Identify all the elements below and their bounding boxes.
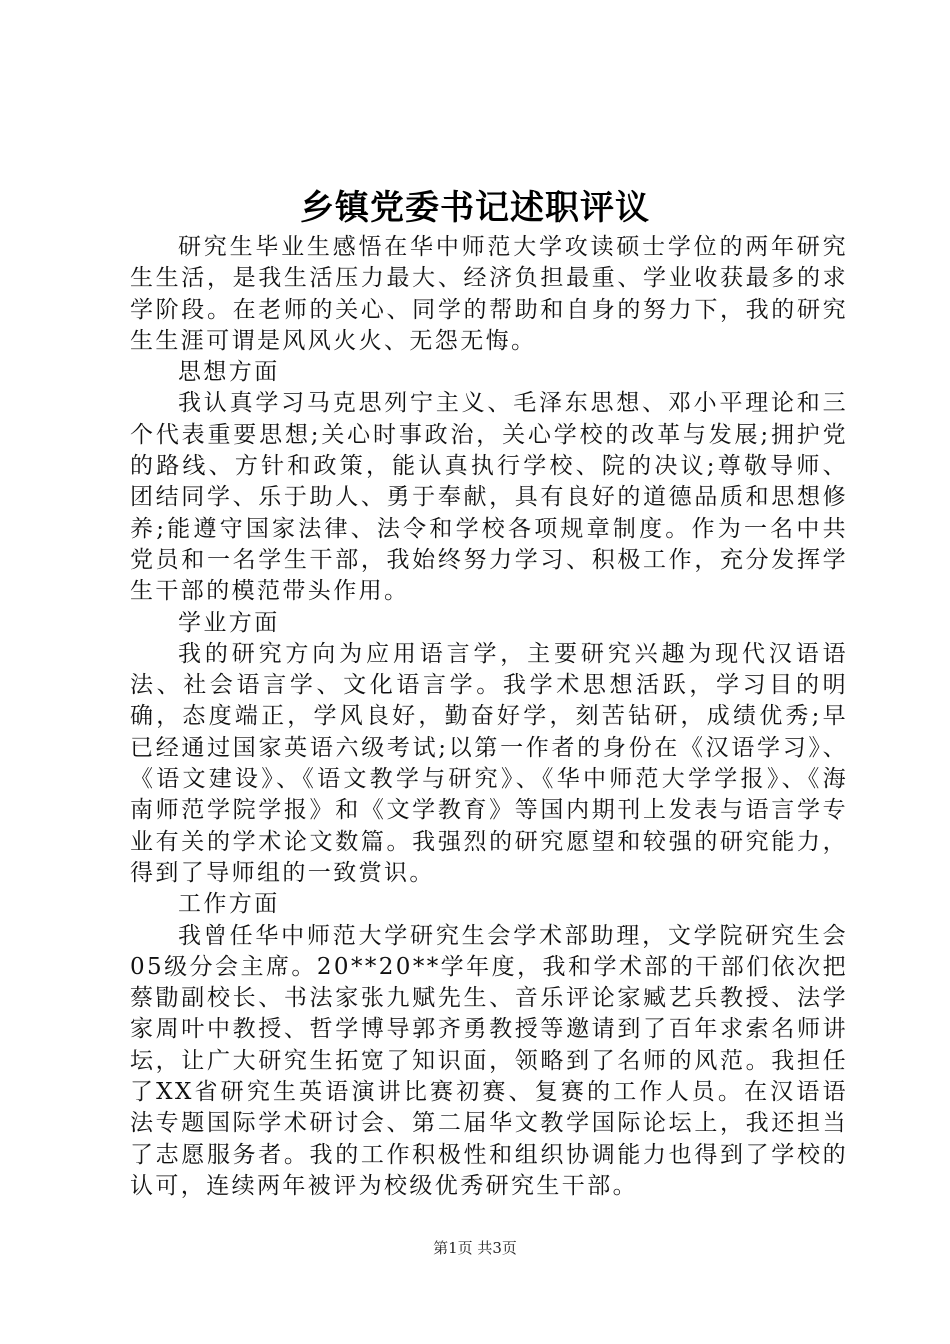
section-heading-work: 工作方面 (178, 891, 280, 918)
document-title: 乡镇党委书记述职评议 (300, 188, 650, 228)
paragraph-study: 我的研究方向为应用语言学，主要研究兴趣为现代汉语语法、社会语言学、文化语言学。我学术思想活跃，学习目的明确，态度端正，学风良好，勤奋好学，刻苦钻研，成绩优秀;早已经通过国家英语六级考试;以第一作者的身份在《汉语学习》、《语文建设》、《语文教学与研究》、《华中师范大学学报》、《海南师范学院学报》和《文学教育》等国内期刊上发表与语言学专业有关的学术论文数篇。我强烈的研究愿望和较强的研究能力，得到了导师组的一致赏识。 (130, 640, 848, 886)
paragraph-work: 我曾任华中师范大学研究生会学术部助理，文学院研究生会05级分会主席。20**20**学年度，我和学术部的干部们依次把蔡勖副校长、书法家张九赋先生、音乐评论家臧艺兵教授、法学家周叶中教授、哲学博导郭齐勇教授等邀请到了百年求索名师讲坛，让广大研究生拓宽了知识面，领略到了名师的风范。我担任了XX省研究生英语演讲比赛初赛、复赛的工作人员。在汉语语法专题国际学术研讨会、第二届华文教学国际论坛上，我还担当了志愿服务者。我的工作积极性和组织协调能力也得到了学校的认可，连续两年被评为校级优秀研究生干部。 (130, 922, 848, 1199)
paragraph-thought: 我认真学习马克思列宁主义、毛泽东思想、邓小平理论和三个代表重要思想;关心时事政治，关心学校的改革与发展;拥护党的路线、方针和政策，能认真执行学校、院的决议;尊敬导师、团结同学、乐于助人、勇于奉献，具有良好的道德品质和思想修养;能遵守国家法律、法令和学校各项规章制度。作为一名中共党员和一名学生干部，我始终努力学习、积极工作，充分发挥学生干部的模范带头作用。 (130, 390, 848, 605)
page-number-footer: 第1页 共3页 (433, 1239, 517, 1257)
section-heading-thought: 思想方面 (178, 359, 280, 386)
paragraph-intro: 研究生毕业生感悟在华中师范大学攻读硕士学位的两年研究生生活，是我生活压力最大、经济负担最重、学业收获最多的求学阶段。在老师的关心、同学的帮助和自身的努力下，我的研究生生涯可谓是风风火火、无怨无悔。 (130, 234, 848, 354)
section-heading-study: 学业方面 (178, 609, 280, 636)
document-body (130, 232, 848, 1202)
